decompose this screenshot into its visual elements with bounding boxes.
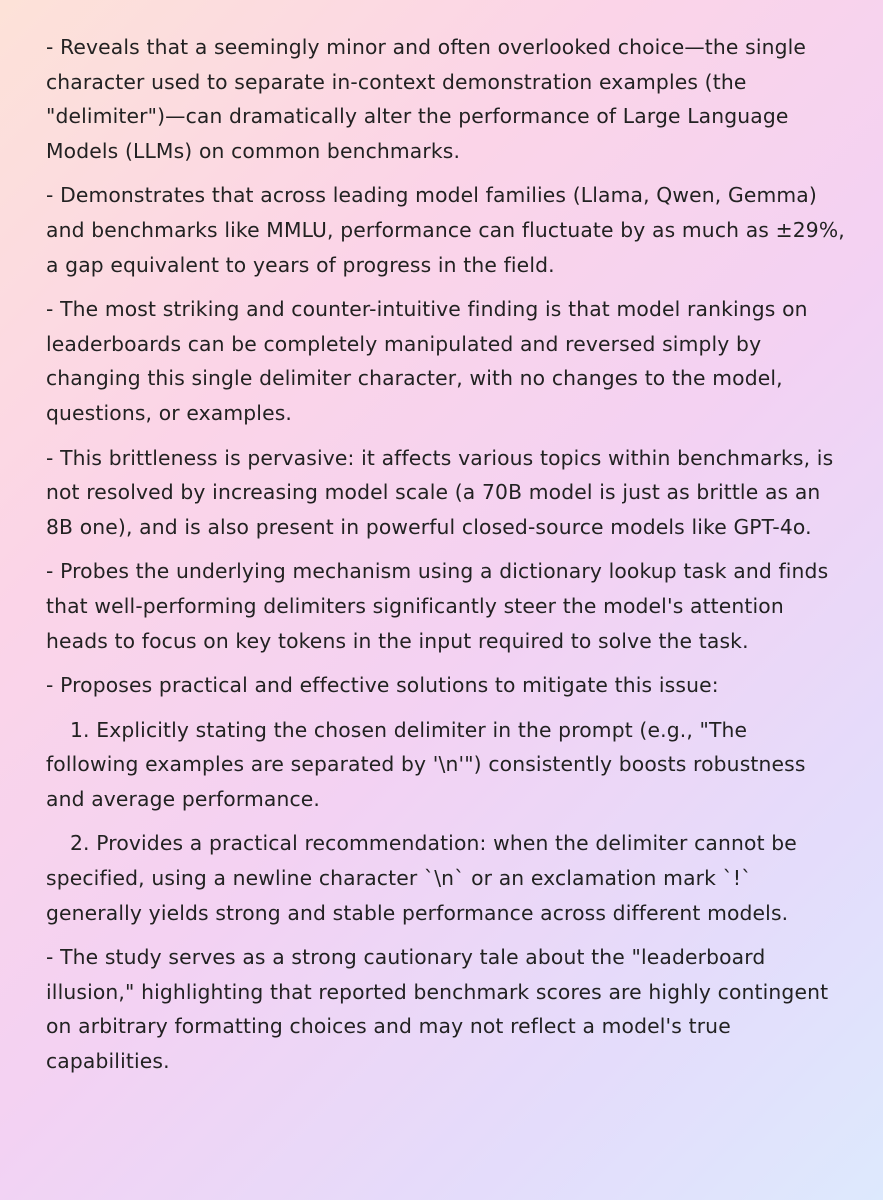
paragraph-mechanism: - Probes the underlying mechanism using a dictionary lookup task and finds that well-performing delimiters significantly steer the model's attention heads to focus on key tokens in the input required to solve the task.	[46, 559, 829, 653]
list-item-solution-1: 1. Explicitly stating the chosen delimiter in the prompt (e.g., "The following examples are separated by '\n'") consistently boosts robustness and average performance.	[46, 717, 806, 811]
paragraph-ranking-manipulation: - The most striking and counter-intuitive finding is that model rankings on leaderboards can be completely manipulated and reversed simply by changing this single delimiter character, with no changes to the model, questions, or examples.	[46, 297, 808, 425]
paragraph-solutions-intro: - Proposes practical and effective solutions to mitigate this issue:	[46, 673, 719, 698]
paragraph-cautionary-tale: - The study serves as a strong cautionary tale about the "leaderboard illusion," highlighting that reported benchmark scores are highly contingent on arbitrary formatting choices and may not reflect a model's true capabilities.	[46, 945, 829, 1074]
list-item-solution-2: 2. Provides a practical recommendation: when the delimiter cannot be specified, using a newline character `\n` or an exclamation mark `!` generally yields strong and stable performance across different models.	[46, 831, 797, 925]
paragraph-brittleness: - This brittleness is pervasive: it affects various topics within benchmarks, is not resolved by increasing model scale (a 70B model is just as brittle as an 8B one), and is also present in powerful closed-source models like GPT-4o.	[46, 445, 834, 539]
paragraph-performance-fluctuation: - Demonstrates that across leading model families (Llama, Qwen, Gemma) and benchmarks like MMLU, performance can fluctuate by as much as ±29%, a gap equivalent to years of progress in the field.	[46, 183, 845, 277]
paragraph-delimiter-finding: - Reveals that a seemingly minor and often overlooked choice—the single character used to separate in-context demonstration examples (the "delimiter")—can dramatically alter the performance of Large Language Models (LLMs) on common benchmarks.	[46, 35, 807, 163]
summary-document	[46, 30, 846, 1089]
